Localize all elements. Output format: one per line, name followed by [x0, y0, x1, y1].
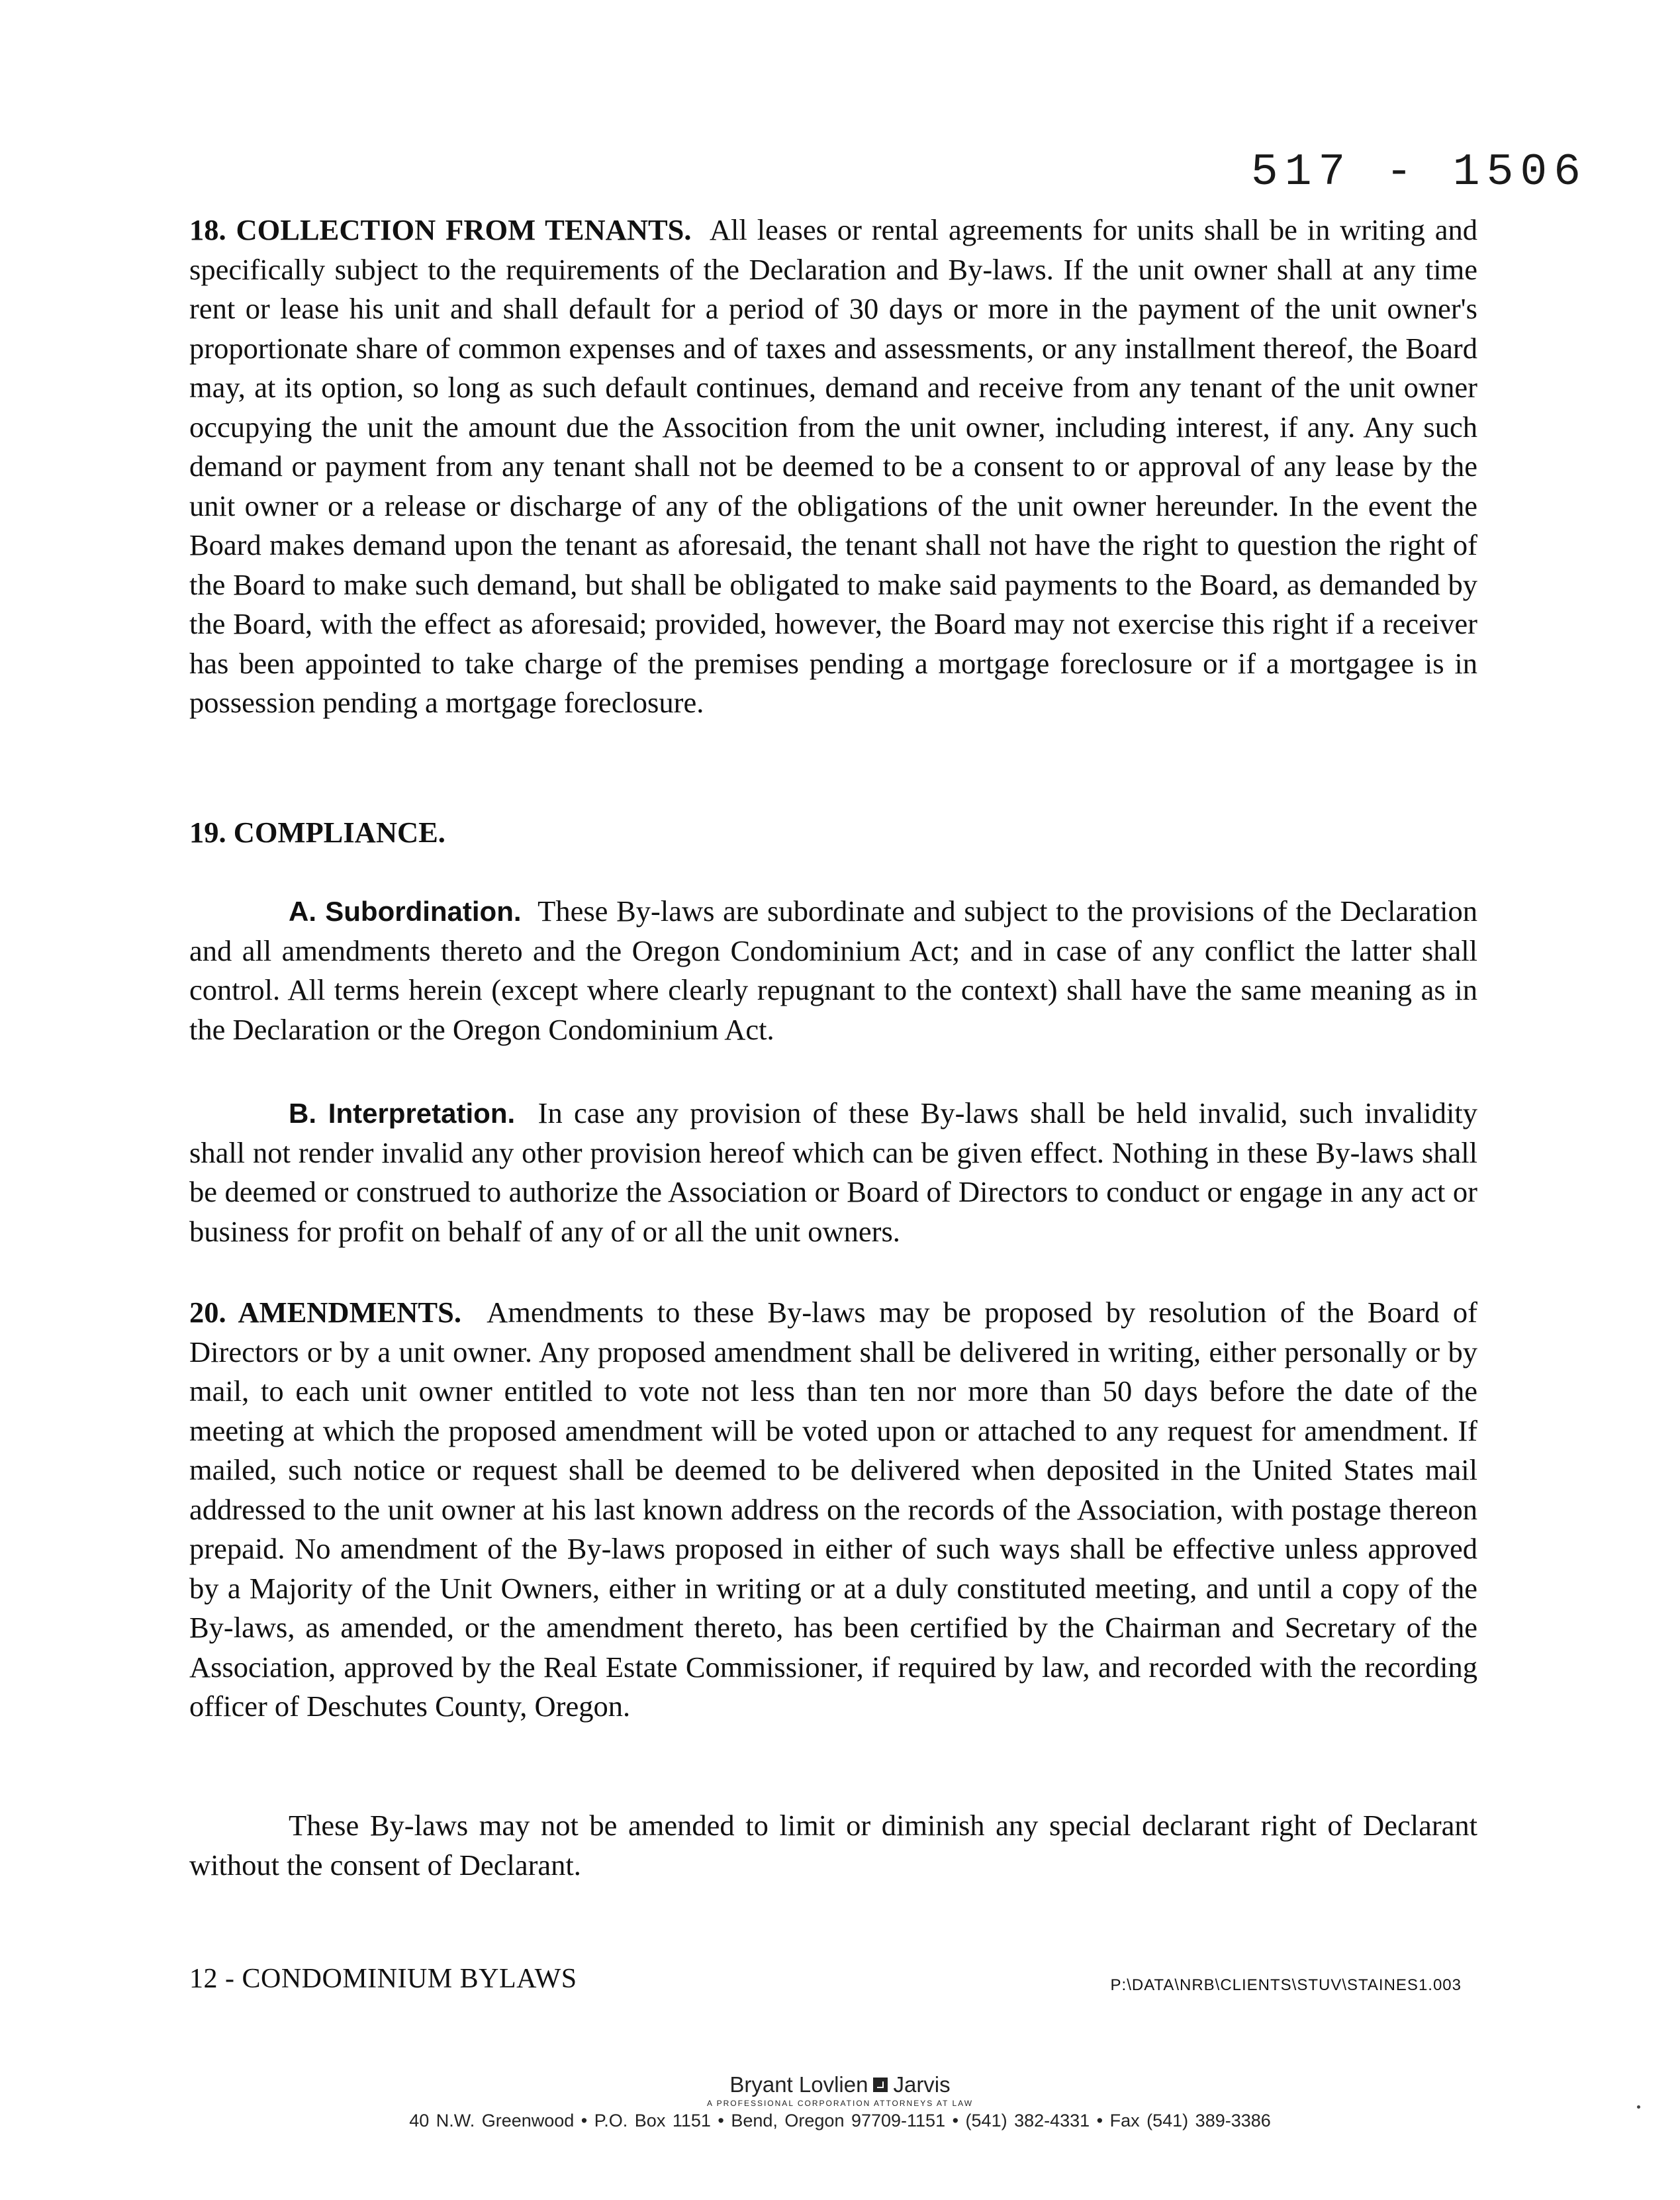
closing-paragraph — [189, 1806, 1477, 1885]
section-19a-heading: A. Subordination. — [289, 896, 522, 927]
firm-subtitle: A PROFESSIONAL CORPORATION ATTORNEYS AT LAW — [706, 2099, 974, 2108]
section-19a — [189, 892, 1477, 1049]
section-19b-text: In case any provision of these By-laws shall be held invalid, such invalidity shall not render invalid any other provision hereof which can be given effect. Nothing in these By-laws shall be deemed or construed to authorize the Association or Board of Directors to conduct or engage in any act or business for profit on behalf of any of or all the unit owners. — [189, 1096, 1477, 1248]
section-19-heading: 19. COMPLIANCE. — [189, 816, 445, 849]
footer-file-path: P:\DATA\NRB\CLIENTS\STUV\STAINES1.003 — [1110, 1976, 1462, 1994]
section-19b — [189, 1094, 1477, 1251]
firm-address: 40 N.W. Greenwood • P.O. Box 1151 • Bend, Oregon 97709-1151 • (541) 382-4331 • Fax (541) 389-3386 — [409, 2111, 1271, 2130]
section-19 — [189, 813, 1477, 853]
page-number: 517 - 1506 — [1250, 147, 1587, 198]
firm-logo-icon — [873, 2078, 888, 2092]
section-19a-text: These By-laws are subordinate and subject to the provisions of the Declaration and all amendments thereto and the Oregon Condominium Act; and in case of any conflict the latter shall control. All terms herein (except where clearly repugnant to the context) shall have the same meaning as in the Declaration or the Oregon Condominium Act. — [189, 894, 1478, 1046]
footer-page-label: 12 - CONDOMINIUM BYLAWS — [189, 1964, 577, 1994]
section-20-text: Amendments to these By-laws may be proposed by resolution of the Board of Directors or by a unit owner. Any proposed amendment shall be delivered in writing, either personally or by mail, to each unit owner entitled to vote not less than ten nor more than 50 days before the date of the meeting at which the proposed amendment will be voted upon or attached to any request for amendment. If mailed, such notice or request shall be deemed to be delivered when deposited in the United States mail addressed to the unit owner at his last known address on the records of the Association, with postage thereon prepaid. No amendment of the By-laws proposed in either of such ways shall be effective unless approved by a Majority of the Unit Owners, either in writing or at a duly constituted meeting, and until a copy of the By-laws, as amended, or the amendment thereto, has been certified by the Chairman and Secretary of the Association, approved by the Real Estate Commissioner, if required by law, and recorded with the recording officer of Deschutes County, Oregon. — [189, 1296, 1477, 1723]
section-20-heading: 20. AMENDMENTS. — [189, 1296, 461, 1329]
section-19b-heading: B. Interpretation. — [289, 1098, 516, 1129]
scan-speck — [1637, 2105, 1640, 2109]
letterhead — [0, 2072, 1680, 2131]
section-20 — [189, 1293, 1477, 1727]
closing-text: These By-laws may not be amended to limit or diminish any special declarant right of Declarant without the consent of Declarant. — [189, 1809, 1477, 1882]
section-18-text: All leases or rental agreements for units shall be in writing and specifically subject to the requirements of the Declaration and By-laws. If the unit owner shall at any time rent or lease his unit and shall default for a period of 30 days or more in the payment of the unit owner's proportionate share of common expenses and of taxes and assessments, or any installment thereof, the Board may, at its option, so long as such default continues, demand and receive from any tenant of the unit owner occupying the unit the amount due the Assocition from the unit owner, including interest, if any. Any such demand or payment from any tenant shall not be deemed to be a consent to or approval of any lease by the unit owner or a release or discharge of any of the obligations of the unit owner hereunder. In the event the Board makes demand upon the tenant as aforesaid, the tenant shall not have the right to question the right of the Board to make such demand, but shall be obligated to make said payments to the Board, as demanded by the Board, with the effect as aforesaid; provided, however, the Board may not exercise this right if a receiver has been appointed to take charge of the premises pending a mortgage foreclosure or if a mortgagee is in possession pending a mortgage foreclosure. — [189, 213, 1477, 719]
section-18 — [189, 211, 1477, 723]
firm-name-part-2: Jarvis — [893, 2072, 951, 2097]
firm-name-part-1: Bryant Lovlien — [729, 2072, 868, 2097]
firm-name — [729, 2072, 950, 2097]
section-18-heading: 18. COLLECTION FROM TENANTS. — [189, 213, 692, 246]
